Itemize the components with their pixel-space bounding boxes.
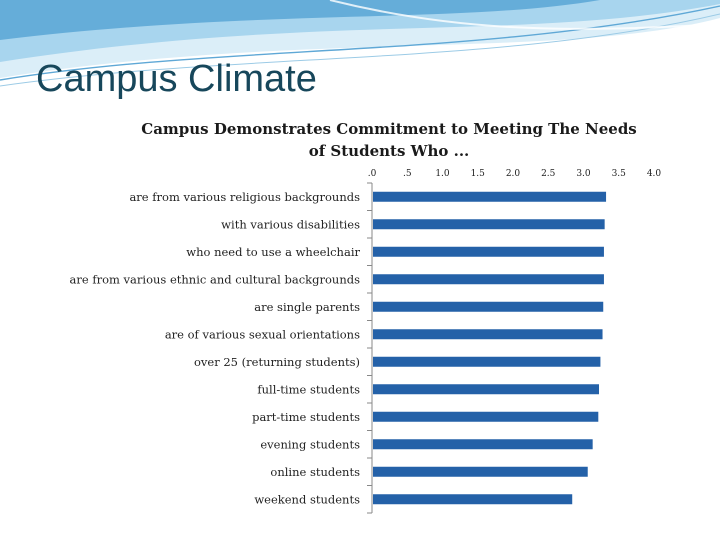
category-label: weekend students — [254, 492, 360, 507]
category-label: with various disabilities — [221, 217, 360, 232]
x-tick-label: 3.0 — [576, 169, 591, 179]
bar — [373, 192, 606, 202]
category-label: are single parents — [254, 299, 360, 314]
category-label: over 25 (returning students) — [193, 354, 360, 369]
bar — [373, 329, 603, 339]
x-tick-label: .5 — [402, 169, 412, 179]
category-label: part-time students — [252, 409, 360, 424]
chart-title-line-2: of Students Who ... — [308, 142, 470, 160]
x-tick-label: 1.0 — [435, 169, 450, 179]
bar — [373, 384, 599, 394]
bar — [373, 274, 604, 284]
slide-title: Campus Climate — [36, 58, 317, 100]
category-label: are from various religious backgrounds — [129, 189, 360, 204]
x-tick-label: 1.5 — [470, 169, 485, 179]
bar — [373, 412, 598, 422]
bar — [373, 302, 603, 312]
bar — [373, 467, 588, 477]
bar — [373, 494, 572, 504]
bar — [373, 247, 604, 257]
bar — [373, 439, 593, 449]
category-label: online students — [270, 464, 360, 479]
category-label: evening students — [260, 437, 360, 452]
category-label: are of various sexual orientations — [164, 327, 360, 342]
category-label: are from various ethnic and cultural backgrounds — [69, 272, 360, 287]
x-tick-label: 4.0 — [646, 169, 662, 179]
x-tick-label: 3.5 — [611, 169, 626, 179]
bar — [373, 219, 605, 229]
category-label: full-time students — [257, 382, 360, 397]
x-tick-label: .0 — [367, 169, 377, 179]
x-tick-label: 2.5 — [541, 169, 556, 179]
category-label: who need to use a wheelchair — [186, 244, 360, 259]
x-tick-label: 2.0 — [505, 169, 521, 179]
chart-title-line-1: Campus Demonstrates Commitment to Meeting The Needs — [141, 120, 637, 138]
bar — [373, 357, 600, 367]
